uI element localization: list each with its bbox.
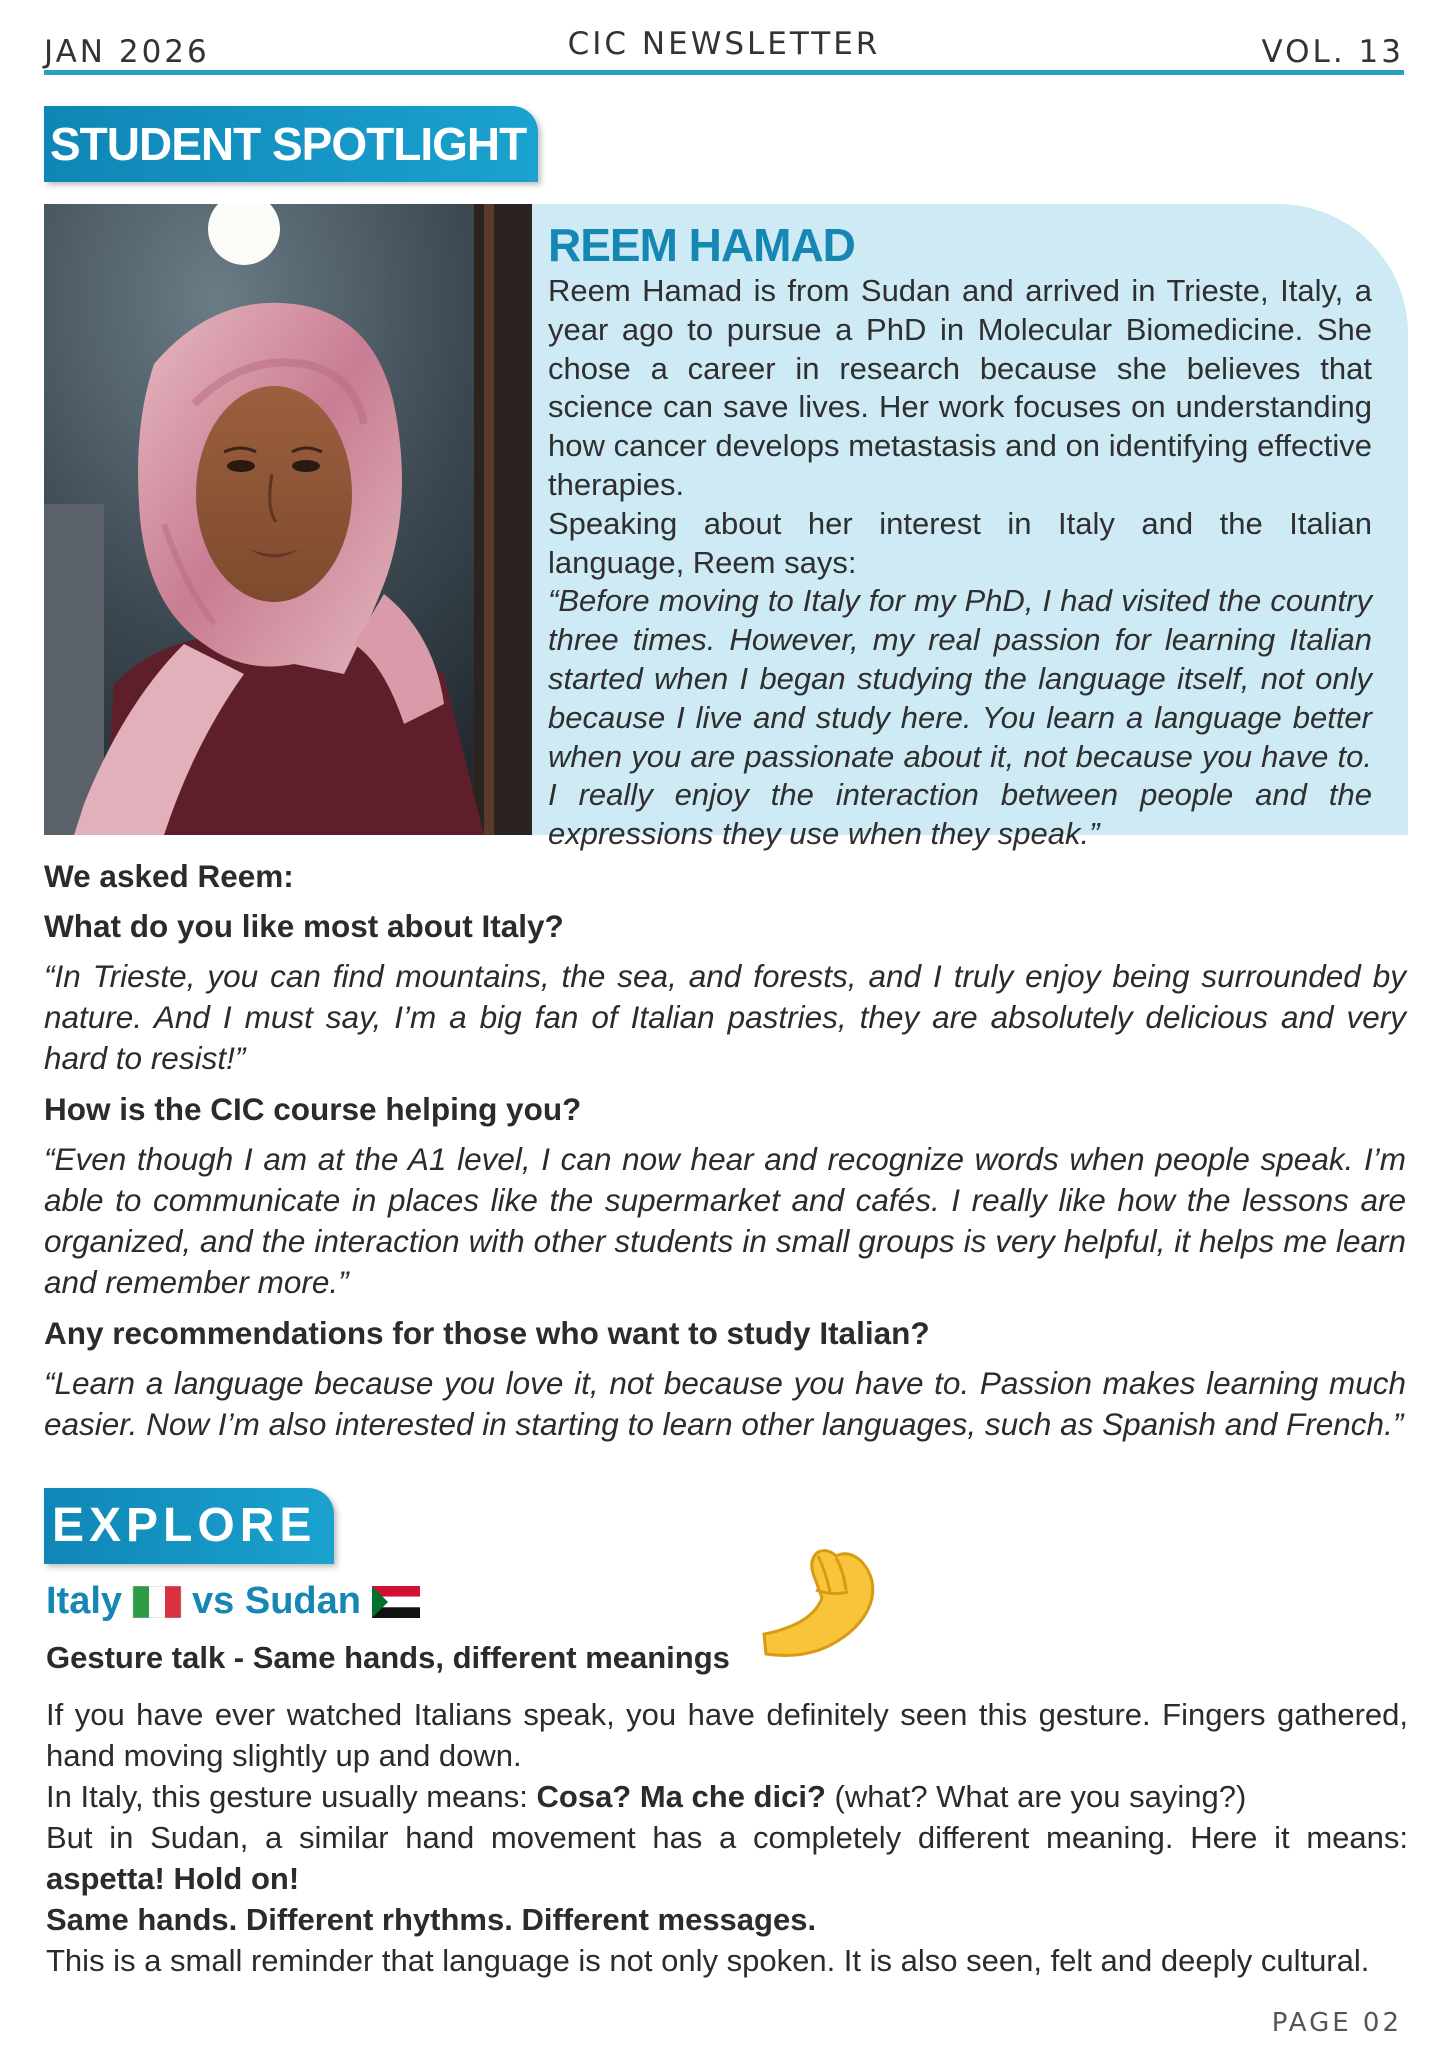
text-span: (what? What are you saying?) (825, 1779, 1247, 1814)
explore-paragraph: If you have ever watched Italians speak, you have definitely seen this gesture. Fingers gathered, hand moving slightly up and down. (46, 1697, 1408, 1773)
answer: “Learn a language because you love it, not because you have to. Passion makes learning much easier. Now I’m also interested in starting to learn other languages, such as Spanish and French.” (44, 1365, 1406, 1442)
explore-paragraph: This is a small reminder that language is not only spoken. It is also seen, felt and deeply cultural. (46, 1943, 1370, 1978)
student-portrait-photo (44, 204, 532, 835)
sudan-flag-icon (371, 1586, 421, 1618)
explore-body (46, 1694, 1408, 1981)
student-spotlight-heading: STUDENT SPOTLIGHT (44, 106, 538, 182)
answer: “In Trieste, you can find mountains, the sea, and forests, and I truly enjoy being surrounded by nature. And I must say, I’m a big fan of Italian pastries, they are absolutely delicious and very hard to resist!” (44, 958, 1406, 1076)
explore-subtitle: Gesture talk - Same hands, different meanings (46, 1640, 730, 1675)
volume-number: VOL. 13 (1261, 34, 1404, 70)
bio-intro: Reem Hamad is from Sudan and arrived in Trieste, Italy, a year ago to pursue a PhD in Molecular Biomedicine. She chose a career in research because she believes that science can save lives. Her work focuses on understanding how cancer develops metastasis and on identifying effective therapies. (548, 273, 1372, 502)
explore-paragraph (46, 1899, 1408, 1940)
question: How is the CIC course helping you? (44, 1091, 582, 1127)
explore-title-italy: Italy (46, 1580, 123, 1622)
text-span: But in Sudan, a similar hand movement has a completely different meaning. Here it means: (46, 1820, 1408, 1855)
bio-quote: “Before moving to Italy for my PhD, I had visited the country three times. However, my real passion for learning Italian started when I began studying the language itself, not only because I live and study here. You learn a language better when you are passionate about it, not because you have to. I really enjoy the interaction between people and the expressions they use when they speak.” (548, 583, 1372, 852)
explore-heading: EXPLORE (44, 1488, 334, 1564)
bio-lead-in: Speaking about her interest in Italy and the Italian language, Reem says: (548, 505, 1372, 580)
explore-paragraph (46, 1776, 1408, 1817)
page-number: PAGE 02 (1271, 2008, 1402, 2038)
explore-paragraph (46, 1817, 1408, 1899)
issue-date: JAN 2026 (44, 34, 210, 70)
explore-tagline: Same hands. Different rhythms. Different messages. (46, 1902, 817, 1937)
newsletter-title: CIC NEWSLETTER (567, 26, 881, 62)
student-name: REEM HAMAD (548, 219, 855, 271)
answer: “Even though I am at the A1 level, I can now hear and recognize words when people speak. I’m able to communicate in places like the supermarket and cafés. I really like how the lessons are organized, and the interaction with other students in small groups is very helpful, it helps me learn and remember more.” (44, 1141, 1406, 1300)
interview-section (44, 856, 1406, 1459)
interview-intro: We asked Reem: (44, 858, 294, 894)
pinched-fingers-icon (756, 1542, 890, 1676)
sudanese-meaning: aspetta! Hold on! (46, 1861, 300, 1896)
question: Any recommendations for those who want to study Italian? (44, 1315, 930, 1351)
italy-flag-icon (132, 1586, 182, 1618)
explore-title-sudan: vs Sudan (192, 1580, 361, 1622)
explore-title (46, 1580, 421, 1623)
bio-text (548, 272, 1372, 854)
header-divider (44, 70, 1404, 75)
portrait-illustration (44, 204, 532, 835)
italian-meaning: Cosa? Ma che dici? (536, 1779, 826, 1814)
question: What do you like most about Italy? (44, 908, 564, 944)
text-span: In Italy, this gesture usually means: (46, 1779, 537, 1814)
